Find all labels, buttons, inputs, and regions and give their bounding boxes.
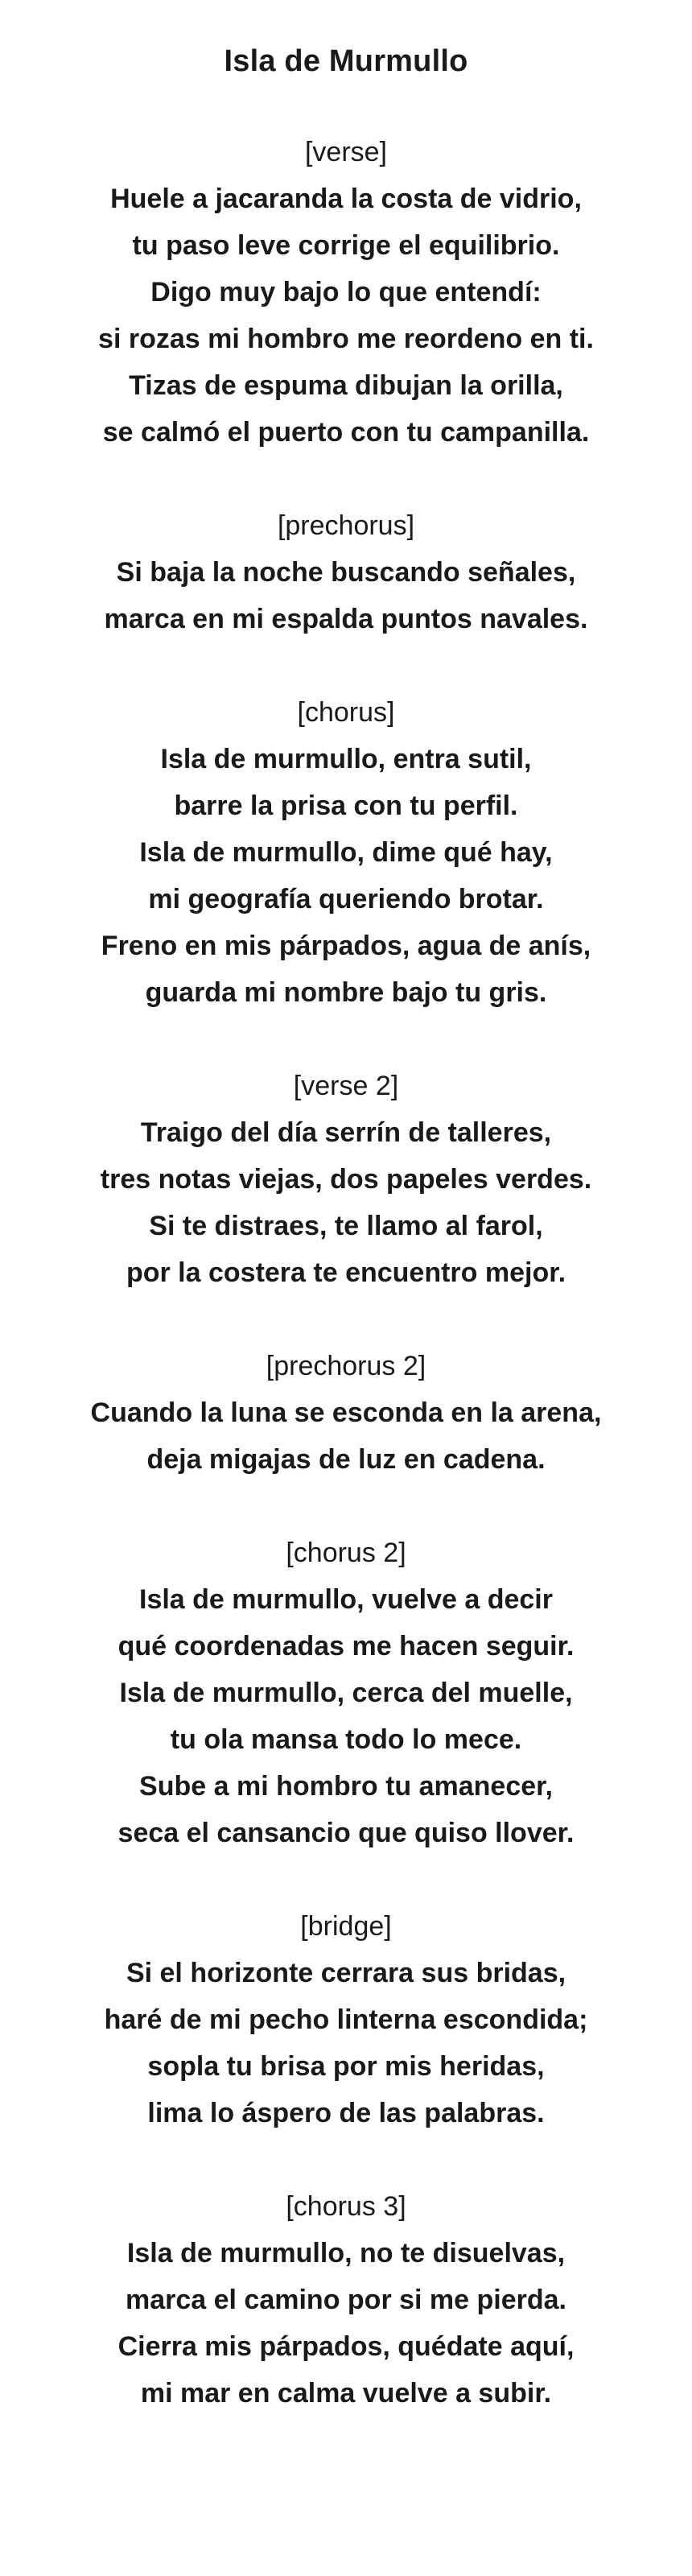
section-label: [chorus 2] (286, 1538, 406, 1568)
lyric-line: por la costera te encuentro mejor. (126, 1257, 566, 1288)
lyric-line: Cuando la luna se esconda en la arena, (90, 1397, 602, 1428)
lyrics-section (0, 129, 692, 456)
lyric-line: marca en mi espalda puntos navales. (104, 604, 588, 634)
lyric-line: Si baja la noche buscando señales, (116, 557, 576, 588)
lyric-line: mi geografía queriendo brotar. (148, 884, 544, 914)
lyric-line: Freno en mis párpados, agua de anís, (101, 931, 591, 961)
section-label: [chorus 3] (286, 2191, 406, 2222)
lyric-line: Sube a mi hombro tu amanecer, (139, 1771, 553, 1802)
lyric-line: qué coordenadas me hacen seguir. (117, 1631, 575, 1662)
lyrics-section (0, 1063, 692, 1296)
section-label: [verse 2] (293, 1071, 399, 1101)
lyrics-section (0, 2183, 692, 2417)
lyric-line: guarda mi nombre bajo tu gris. (145, 977, 547, 1008)
lyric-line: tu paso leve corrige el equilibrio. (132, 230, 560, 261)
lyric-line: marca el camino por si me pierda. (125, 2285, 566, 2315)
lyric-line: Traigo del día serrín de talleres, (140, 1117, 552, 1148)
lyric-line: si rozas mi hombro me reordeno en ti. (98, 324, 594, 354)
lyric-line: Huele a jacaranda la costa de vidrio, (110, 184, 582, 214)
lyrics-body (0, 129, 692, 2417)
lyric-line: se calmó el puerto con tu campanilla. (102, 417, 590, 448)
lyric-line: Cierra mis párpados, quédate aquí, (117, 2331, 575, 2362)
lyric-line: sopla tu brisa por mis heridas, (147, 2051, 545, 2082)
song-title: Isla de Murmullo (224, 44, 468, 78)
lyric-line: Tizas de espuma dibujan la orilla, (129, 370, 563, 401)
lyric-line: Isla de murmullo, dime qué hay, (139, 837, 553, 868)
lyrics-section (0, 1530, 692, 1856)
lyric-line: Isla de murmullo, cerca del muelle, (119, 1678, 573, 1708)
lyric-line: seca el cansancio que quiso llover. (117, 1818, 575, 1848)
section-label: [prechorus] (277, 510, 415, 541)
lyric-line: Isla de murmullo, entra sutil, (160, 744, 532, 774)
lyric-line: tu ola mansa todo lo mece. (170, 1724, 522, 1755)
section-label: [prechorus 2] (266, 1351, 426, 1381)
section-label: [verse] (304, 137, 388, 167)
lyrics-section (0, 502, 692, 642)
lyrics-section (0, 689, 692, 1016)
lyric-line: Si el horizonte cerrara sus bridas, (126, 1958, 566, 1988)
lyric-line: haré de mi pecho linterna escondida; (104, 2004, 588, 2035)
lyrics-section (0, 1343, 692, 1483)
lyric-line: tres notas viejas, dos papeles verdes. (100, 1164, 592, 1195)
lyrics-section (0, 1903, 692, 2136)
lyric-line: Isla de murmullo, vuelve a decir (139, 1584, 553, 1615)
section-label: [chorus] (297, 697, 395, 728)
section-label: [bridge] (300, 1911, 392, 1942)
lyric-line: mi mar en calma vuelve a subir. (140, 2378, 552, 2409)
lyric-line: Isla de murmullo, no te disuelvas, (126, 2238, 566, 2268)
lyric-line: Si te distraes, te llamo al farol, (149, 1211, 543, 1241)
lyric-line: deja migajas de luz en cadena. (146, 1444, 546, 1475)
lyric-line: lima lo áspero de las palabras. (147, 2098, 545, 2128)
lyric-line: Digo muy bajo lo que entendí: (150, 277, 542, 308)
lyric-line: barre la prisa con tu perfil. (174, 791, 518, 821)
